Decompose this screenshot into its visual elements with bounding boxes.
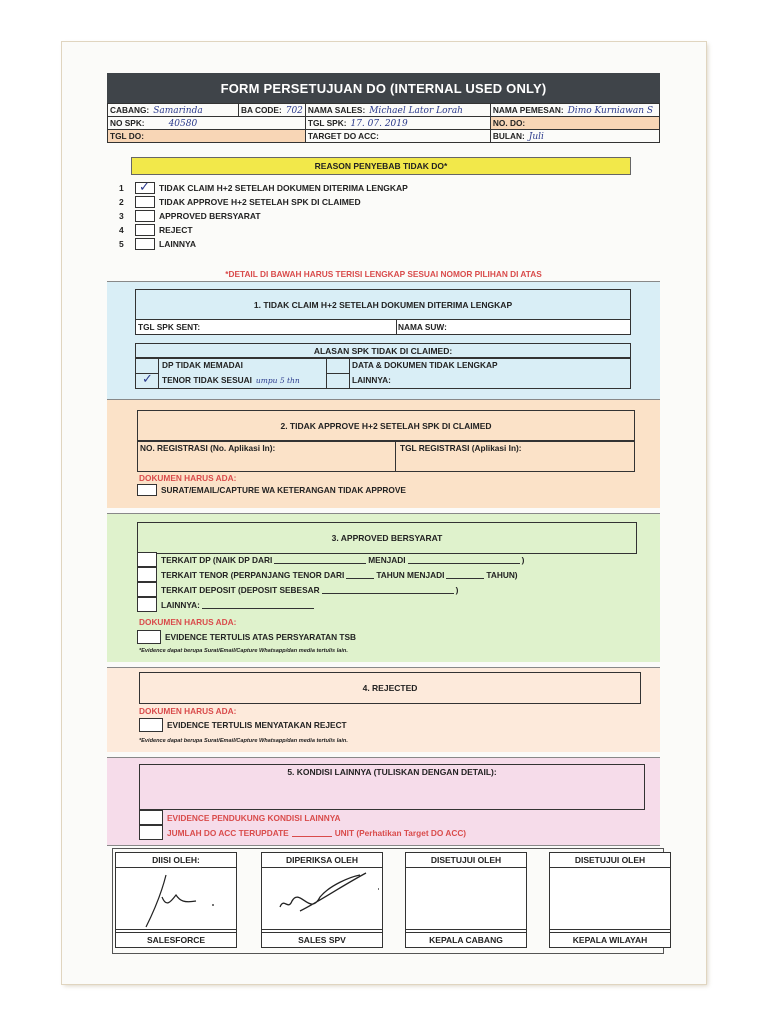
- reason-number: 1: [119, 183, 124, 193]
- s5-jumlah-unit: UNIT (Perhatikan Target DO ACC): [334, 827, 467, 838]
- s3-tenor-row[interactable]: [137, 567, 524, 582]
- s4-title: 4. REJECTED: [362, 683, 418, 693]
- s5-evidence-checkbox[interactable]: [139, 810, 163, 825]
- s3-title: 3. APPROVED BERSYARAT: [331, 533, 443, 543]
- reason-item-2[interactable]: [119, 195, 408, 209]
- tgl-spk-value: 17. 07. 2019: [350, 118, 408, 129]
- reason-item-3[interactable]: [119, 209, 408, 223]
- signature-role: KEPALA CABANG: [406, 932, 526, 947]
- s5-detail-box[interactable]: [139, 764, 645, 810]
- reason-label: LAINNYA: [159, 239, 196, 249]
- bulan-label: BULAN:: [492, 130, 525, 141]
- s5-evidence-row[interactable]: [139, 810, 341, 825]
- signature-head: DIPERIKSA OLEH: [262, 853, 382, 868]
- reason-number: 4: [119, 225, 124, 235]
- tenor-to-blank[interactable]: [446, 570, 484, 579]
- section-1: [107, 281, 660, 400]
- reason-label: REJECT: [159, 225, 193, 235]
- tgl-do-label: TGL DO:: [110, 131, 144, 141]
- no-registrasi-field[interactable]: NO. REGISTRASI (No. Aplikasi In):: [138, 441, 396, 471]
- signature-box-sales-spv[interactable]: [261, 852, 383, 948]
- reason-number: 3: [119, 211, 124, 221]
- s3-dp-label: TERKAIT DP (NAIK DP DARI: [161, 554, 273, 565]
- jumlah-blank[interactable]: [292, 828, 332, 837]
- s3-deposit-checkbox[interactable]: [137, 582, 157, 597]
- s4-dokumen-item[interactable]: [139, 718, 347, 732]
- ba-code-value: 702: [285, 105, 303, 116]
- signature-scribble-2: [270, 867, 380, 927]
- section-4: [107, 667, 660, 752]
- nama-sales-cell[interactable]: [305, 104, 490, 117]
- s3-lainnya-row[interactable]: [137, 597, 524, 612]
- signature-role: SALESFORCE: [116, 932, 236, 947]
- s3-tenor-menjadi: TAHUN MENJADI: [376, 569, 445, 580]
- tgl-spk-sent-field[interactable]: TGL SPK SENT:: [136, 320, 397, 334]
- s5-jumlah-row[interactable]: [139, 825, 466, 840]
- no-do-label: NO. DO:: [492, 118, 526, 128]
- no-spk-cell[interactable]: [108, 117, 306, 130]
- s4-footnote: *Evidence dapat berupa Surat/Email/Capture Whatsapp/dan media tertulis lain.: [139, 738, 348, 744]
- s5-jumlah-checkbox[interactable]: [139, 825, 163, 840]
- signature-head: DISETUJUI OLEH: [406, 853, 526, 868]
- reason-checkbox-4[interactable]: [135, 224, 155, 236]
- bulan-value: Juli: [528, 131, 544, 142]
- header-table: [107, 103, 660, 143]
- s3-deposit-label: TERKAIT DEPOSIT (DEPOSIT SEBESAR: [161, 584, 320, 595]
- tgl-do-cell[interactable]: [108, 130, 306, 143]
- s3-footnote: *Evidence dapat berupa Surat/Email/Capture Whatsapp/dan media tertulis lain.: [139, 648, 348, 654]
- signature-role: SALES SPV: [262, 932, 382, 947]
- reason-label: TIDAK CLAIM H+2 SETELAH DOKUMEN DITERIMA LENGKAP: [159, 183, 408, 193]
- s3-dp-checkbox[interactable]: [137, 552, 157, 567]
- s3-dp-close: ): [521, 554, 525, 565]
- reason-title: REASON PENYEBAB TIDAK DO*: [131, 157, 631, 175]
- cabang-label: CABANG:: [110, 104, 150, 115]
- s2-title-box: [137, 410, 635, 442]
- checkmark-icon: ✓: [139, 179, 150, 194]
- tgl-registrasi-field[interactable]: TGL REGISTRASI (Aplikasi In):: [400, 443, 522, 453]
- nama-sales-value: Michael Lator Lorah: [369, 105, 463, 116]
- signature-scribble-1: [126, 867, 226, 933]
- reason-number: 2: [119, 197, 124, 207]
- no-do-cell[interactable]: [490, 117, 659, 130]
- s3-lainnya-checkbox[interactable]: [137, 597, 157, 612]
- signature-role: KEPALA WILAYAH: [550, 932, 670, 947]
- s2-dokumen-item[interactable]: [137, 484, 406, 496]
- section-3: [107, 513, 660, 662]
- nama-pemesan-cell[interactable]: [490, 104, 659, 117]
- signature-section: [107, 845, 660, 954]
- ba-code-label: BA CODE:: [241, 104, 282, 115]
- tenor-tidak-sesuai-label: TENOR TIDAK SESUAI: [162, 375, 252, 385]
- s4-dokumen-label: EVIDENCE TERTULIS MENYATAKAN REJECT: [167, 720, 347, 730]
- checkmark-icon: ✓: [142, 371, 153, 386]
- tenor-row: [162, 373, 300, 388]
- s3-dokumen-label: EVIDENCE TERTULIS ATAS PERSYARATAN TSB: [165, 632, 356, 642]
- checkbox-divider: [327, 373, 349, 374]
- nama-suw-field[interactable]: NAMA SUW:: [398, 322, 447, 332]
- data-dokumen-checkbox-col: [326, 358, 350, 388]
- no-spk-value: 40580: [168, 118, 198, 129]
- s3-dokumen-item[interactable]: [137, 630, 356, 644]
- cabang-value: Samarinda: [153, 105, 203, 116]
- s2-dokumen-checkbox[interactable]: [137, 484, 157, 496]
- deposit-blank[interactable]: [322, 585, 454, 594]
- s3-tenor-checkbox[interactable]: [137, 567, 157, 582]
- signature-box-kepala-wilayah[interactable]: [549, 852, 671, 948]
- ba-code-cell[interactable]: [239, 104, 306, 117]
- reason-list: [119, 181, 408, 251]
- s3-dp-menjadi: MENJADI: [368, 554, 406, 565]
- section-5: [107, 757, 660, 846]
- s3-lainnya-label: LAINNYA:: [161, 599, 200, 610]
- s3-deposit-close: ): [455, 584, 459, 595]
- s1-title: 1. TIDAK CLAIM H+2 SETELAH DOKUMEN DITERIMA LENGKAP: [253, 300, 513, 310]
- s4-title-box: [139, 672, 641, 704]
- alasan-title: ALASAN SPK TIDAK DI CLAIMED:: [313, 346, 453, 356]
- reason-item-1[interactable]: [119, 181, 408, 195]
- s2-registration-row: [137, 440, 635, 472]
- reason-number: 5: [119, 239, 124, 249]
- signature-line: [550, 929, 670, 930]
- s3-dokumen-checkbox[interactable]: [137, 630, 161, 644]
- nama-pemesan-label: NAMA PEMESAN:: [492, 104, 564, 115]
- s5-jumlah-label: JUMLAH DO ACC TERUPDATE: [167, 827, 289, 838]
- dp-tidak-memadai-label: DP TIDAK MEMADAI: [162, 360, 243, 370]
- s3-deposit-row[interactable]: [137, 582, 524, 597]
- tenor-checkbox[interactable]: [136, 373, 159, 388]
- s1-lainnya-field[interactable]: LAINNYA:: [352, 375, 391, 385]
- signature-head: DIISI OLEH:: [116, 853, 236, 868]
- dp-from-blank[interactable]: [274, 555, 366, 564]
- detail-note: *DETAIL DI BAWAH HARUS TERISI LENGKAP SESUAI NOMOR PILIHAN DI ATAS: [225, 269, 542, 279]
- tenor-note: umpu 5 thn: [255, 376, 300, 385]
- s1-title-box: [135, 289, 631, 321]
- signature-box-salesforce[interactable]: [115, 852, 237, 948]
- alasan-options: [135, 357, 631, 389]
- cabang-cell[interactable]: [108, 104, 239, 117]
- reason-item-4[interactable]: [119, 223, 408, 237]
- s2-dokumen-label: SURAT/EMAIL/CAPTURE WA KETERANGAN TIDAK APPROVE: [161, 485, 406, 495]
- s1-info-row: [135, 319, 631, 335]
- reason-checkbox-3[interactable]: [135, 210, 155, 222]
- s3-conditions: [137, 552, 524, 612]
- reason-checkbox-1[interactable]: [135, 179, 155, 194]
- section-2: [107, 399, 660, 508]
- reason-checkbox-2[interactable]: [135, 196, 155, 208]
- tgl-spk-cell[interactable]: [305, 117, 490, 130]
- s2-dokumen-title: DOKUMEN HARUS ADA:: [139, 473, 237, 483]
- s3-dokumen-title: DOKUMEN HARUS ADA:: [139, 617, 237, 627]
- s3-dp-row[interactable]: [137, 552, 524, 567]
- reason-label: TIDAK APPROVE H+2 SETELAH SPK DI CLAIMED: [159, 197, 361, 207]
- s4-dokumen-checkbox[interactable]: [139, 718, 163, 732]
- nama-sales-label: NAMA SALES:: [307, 104, 366, 115]
- s3-tenor-tahun: TAHUN): [486, 569, 518, 580]
- tgl-spk-label: TGL SPK:: [307, 117, 347, 128]
- do-approval-form: [107, 73, 660, 945]
- s3-title-box: [137, 522, 637, 554]
- tenor-from-blank[interactable]: [346, 570, 374, 579]
- no-spk-label: NO SPK:: [110, 117, 145, 128]
- bulan-cell[interactable]: [490, 130, 659, 143]
- s5-evidence-label: EVIDENCE PENDUKUNG KONDISI LAINNYA: [167, 812, 341, 823]
- dp-to-blank[interactable]: [408, 555, 520, 564]
- reason-checkbox-5[interactable]: [135, 238, 155, 250]
- signature-line: [406, 929, 526, 930]
- nama-pemesan-value: Dimo Kurniawan S: [567, 105, 654, 116]
- target-do-label: TARGET DO ACC:: [307, 131, 379, 141]
- s4-dokumen-title: DOKUMEN HARUS ADA:: [139, 706, 237, 716]
- form-title: FORM PERSETUJUAN DO (INTERNAL USED ONLY): [107, 73, 660, 103]
- lainnya-blank[interactable]: [202, 600, 314, 609]
- s5-title: 5. KONDISI LAINNYA (TULISKAN DENGAN DETAIL):: [287, 767, 497, 777]
- s3-tenor-label: TERKAIT TENOR (PERPANJANG TENOR DARI: [161, 569, 345, 580]
- signature-head: DISETUJUI OLEH: [550, 853, 670, 868]
- signature-line: [262, 929, 382, 930]
- reason-item-5[interactable]: [119, 237, 408, 251]
- target-do-cell[interactable]: [305, 130, 490, 143]
- signature-box-kepala-cabang[interactable]: [405, 852, 527, 948]
- s2-title: 2. TIDAK APPROVE H+2 SETELAH SPK DI CLAIMED: [280, 421, 492, 431]
- data-dokumen-label[interactable]: DATA & DOKUMEN TIDAK LENGKAP: [352, 360, 498, 370]
- reason-label: APPROVED BERSYARAT: [159, 211, 261, 221]
